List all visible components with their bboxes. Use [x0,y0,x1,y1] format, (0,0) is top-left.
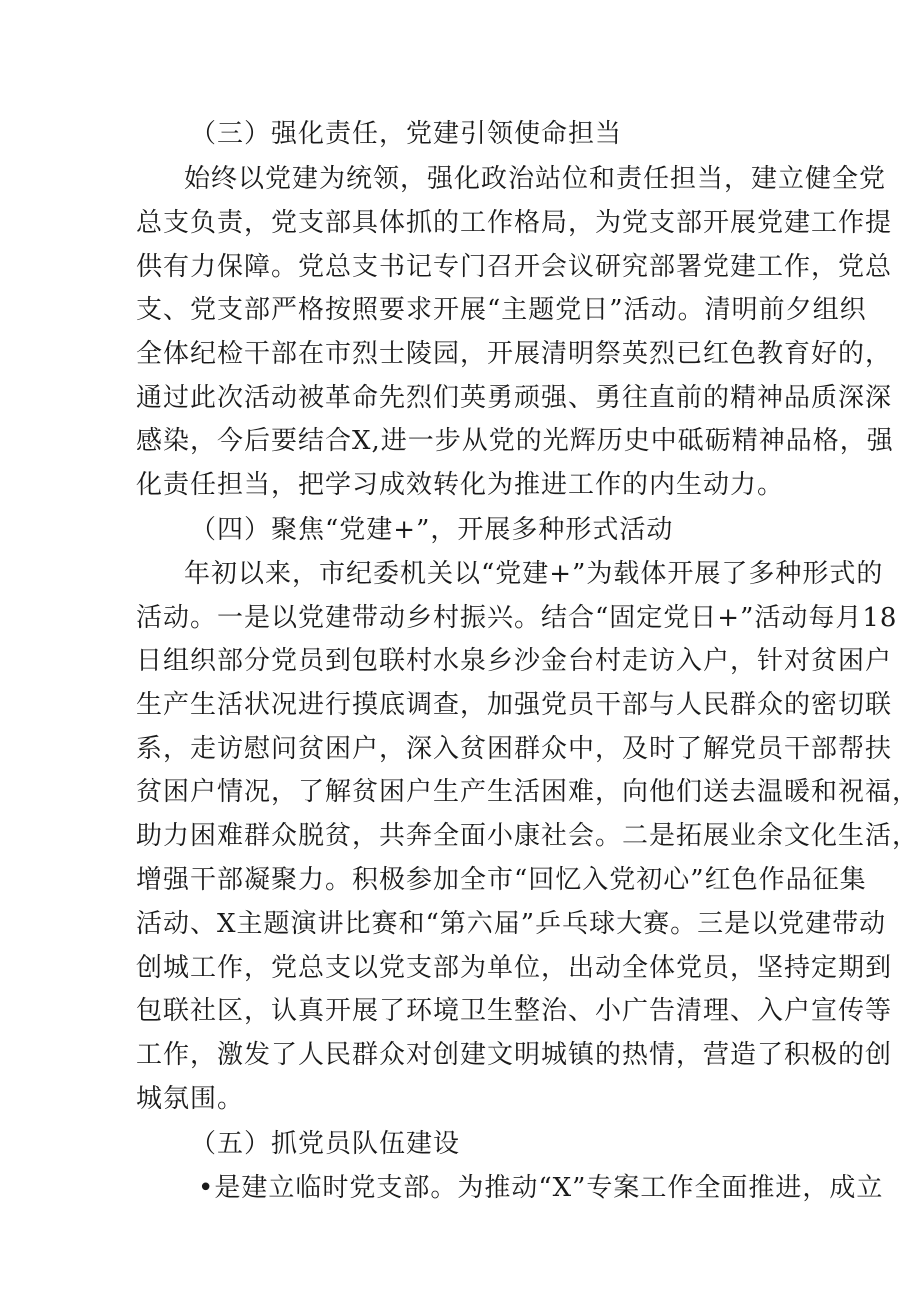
paragraph-line: 创城工作，党总支以党支部为单位，出动全体党员，坚持定期到 [136,953,893,983]
paragraph-line: 包联社区，认真开展了环境卫生整治、小广告清理、入户宣传等 [136,996,893,1026]
paragraph-line: 化责任担当，把学习成效转化为推进工作的内生动力。 [136,470,785,500]
section-heading-3: （三）强化责任，党建引领使命担当 [190,119,623,149]
paragraph-line: 始终以党建为统领，强化政治站位和责任担当，建立健全党 [184,164,887,194]
paragraph-line: 生产生活状况进行摸底调查，加强党员干部与人民群众的密切联 [136,690,893,720]
paragraph-line: 支、党支部严格按照要求开展“主题党日”活动。清明前夕组织 [136,295,867,325]
paragraph-line: 感染，今后要结合X,进一步从党的光辉历史中砥砺精神品格，强 [136,426,894,456]
paragraph-line: 总支负责，党支部具体抓的工作格局，为党支部开展党建工作提 [136,208,893,238]
paragraph-line: 增强干部凝聚力。积极参加全市“回忆入党初心”红色作品征集 [136,865,867,895]
paragraph-line: 活动。一是以党建带动乡村振兴。结合“固定党日+”活动每月18 [136,603,898,633]
paragraph-line: 城氛围。 [136,1084,245,1114]
paragraph-line: 系，走访慰问贫困户，深入贫困群众中，及时了解党员干部帮扶 [136,734,893,764]
paragraph-line: 活动、X主题演讲比赛和“第六届”乒乓球大赛。三是以党建带动 [136,909,887,939]
paragraph-line: 日组织部分党员到包联村水泉乡沙金台村走访入户，针对贫困户 [136,646,893,676]
paragraph-line: 助力困难群众脱贫，共奔全面小康社会。二是拓展业余文化生活， [136,821,920,851]
paragraph-line: 贫困户情况，了解贫困户生产生活困难，向他们送去温暖和祝福， [136,777,920,807]
paragraph-line: 工作，激发了人民群众对创建文明城镇的热情，营造了积极的创 [136,1040,893,1070]
section-heading-5: （五）抓党员队伍建设 [190,1129,461,1159]
paragraph-line: 供有力保障。党总支书记专门召开会议研究部署党建工作，党总 [136,252,893,282]
paragraph-line: 全体纪检干部在市烈士陵园，开展清明祭英烈已红色教育好的， [136,339,893,369]
paragraph-line: 通过此次活动被革命先烈们英勇顽强、勇往直前的精神品质深深 [136,383,893,413]
section-heading-4: （四）聚焦“党建+”，开展多种形式活动 [190,515,674,545]
paragraph-line: 年初以来，市纪委机关以“党建+”为载体开展了多种形式的 [184,559,884,589]
list-item: •是建立临时党支部。为推动“X”专案工作全面推进，成立 [198,1173,884,1203]
